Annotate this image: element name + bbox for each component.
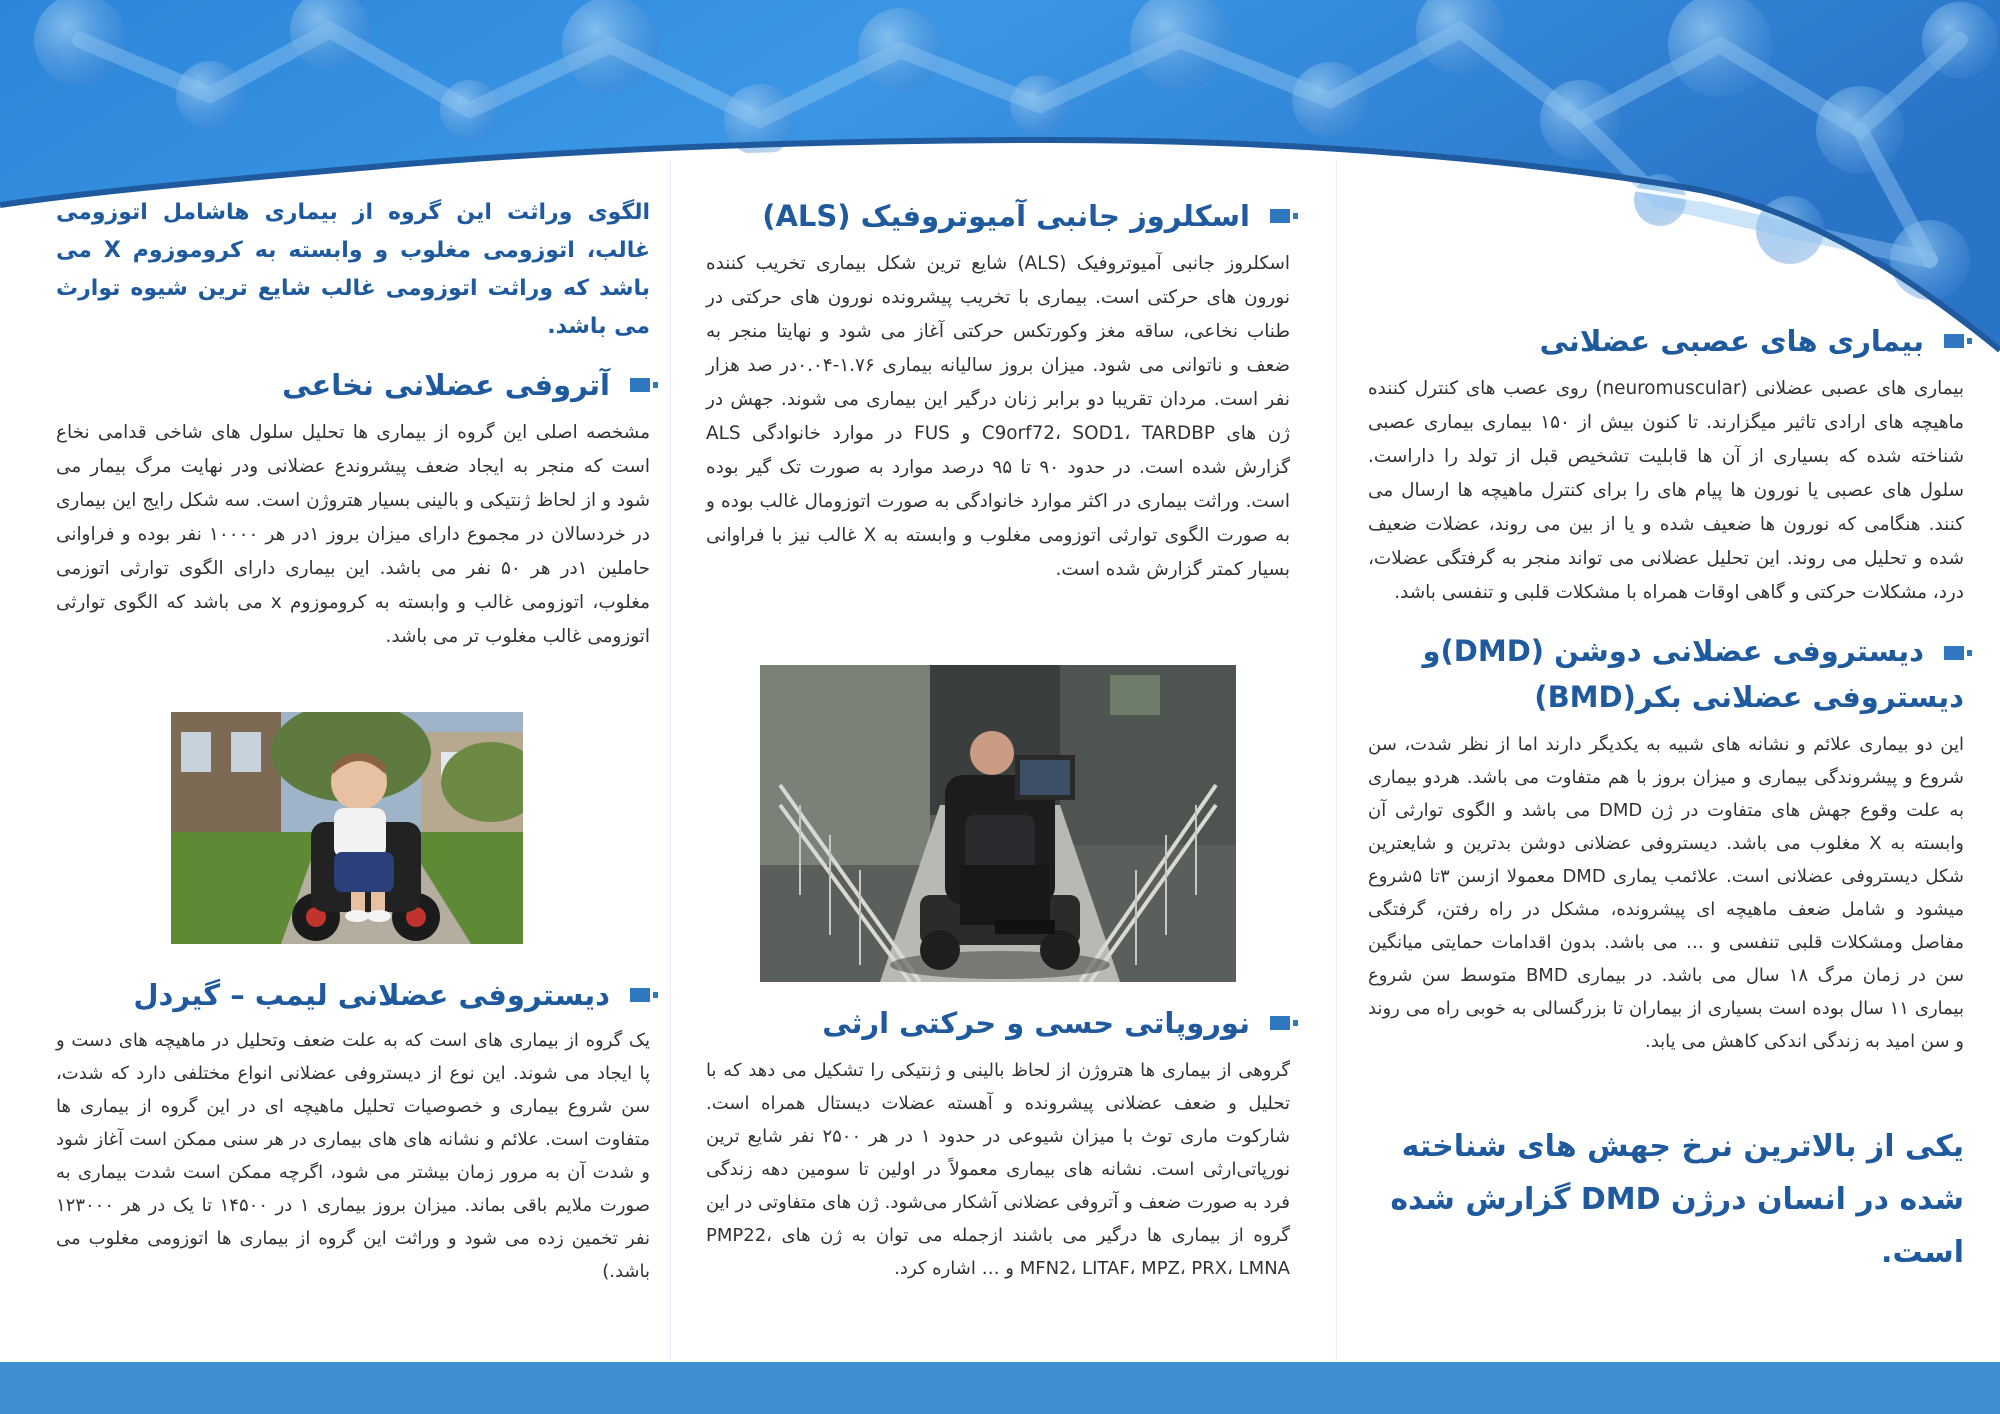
sma-body: مشخصه اصلی این گروه از بیماری ها تحلیل سلول های شاخی قدامی نخاع است که منجر به ایجاد ضعف پیشروندع عضلانی ودر نهایت مرگ بیمار می شود و از لحاظ ژنتیکی و بالینی بسیار هتروژن است. سه شکل رایج این بیماری در خردسالان در مجموع دارای میزان بروز ۱در هر ۱۰۰۰۰ نفر بوده و فراوانی حاملین ۱در هر ۵۰ نفر می باشد. این بیماری دارای الگوی توارثی اتوزمی مغلوب، اتوزومی غالب و وابسته به کروموزوم x می باشد که الگوی توارثی اتوزومی غالب مغلوب تر می باشد. (56, 422, 650, 648)
section-title-dmd: دیستروفی عضلانی دوشن (DMD)و دیستروفی عضلانی بکر(BMD) (1422, 634, 1964, 715)
column-divider (670, 160, 671, 1360)
square-bullet-icon (1944, 646, 1964, 660)
als-body: اسکلروز جانبی آمیوتروفیک (ALS) شایع ترین شکل بیماری تخریب کننده نورون های حرکتی است. بیماری با تخریب پیشرونده نورون های حرکتی در طناب نخاعی، ساقه مغز وکورتکس حرکتی آغاز می شود و نهایتا منجر به ضعف و ناتوانی می شود. میزان بروز سالیانه بیماری ۱.۷۶-۰.۰۴در صد هزار نفر است. مردان تقریبا دو برابر زنان درگیر این بیماری می شوند. جهش در ژن های C9orf72، SOD1، TARDBP و FUS در موارد خانوادگی ALS گزارش شده است. در حدود ۹۰ تا ۹۵ درصد موارد به صورت تک گیر بوده است. وراثت بیماری در اکثر موارد خانوادگی به صورت اتوزومال غالب بوده و به صورت الگوی توارثی اتوزومی مغلوب و وابسته به X غالب نیز با فراوانی بسیار کمتر گزارش شده است. (706, 253, 1290, 581)
neuromuscular-body: بیماری های عصبی عضلانی (neuromuscular) روی عصب های کنترل کننده ماهیچه های ارادی تاثیر میگزارند. تا کنون بیش از ۱۵۰ بیماری بیماری عصبی شناخته شده که بسیاری از آن ها قابلیت تشخیص قبل از تولد را داراست. سلول های عصبی یا نورون ها پیام های را برای کنترل ماهیچه ها ارسال می کنند. هنگامی که نورون ها ضعیف شده و یا از بین می روند، عضلات ضعیف شده و تحلیل می روند. این تحلیل عضلانی می تواند منجر به گرفتگی عضلات، درد، مشکلات حرکتی و گاهی اوقات همراه با مشکلات قلبی و تنفسی باشد. (1368, 378, 1965, 604)
column-divider (1336, 160, 1337, 1360)
middle-column (706, 193, 1290, 587)
left-column-lower (56, 972, 650, 1288)
square-bullet-icon (1270, 209, 1290, 223)
square-bullet-icon (630, 378, 650, 392)
lgmd-body: یک گروه از بیماری های است که به علت ضعف وتحلیل در ماهیچه های دست و پا ایجاد می شوند. این نوع از دیستروفی عضلانی انواع مختلفی دارد که شدت، سن شروع بیماری و خصوصیات تحلیل ماهیچه ای در این گروه از بیماری ها متفاوت است. علائم و نشانه های های بیماری در هر سنی ممکن است آغاز شود و شدت آن به مرور زمان بیشتر می شود، اگرچه ممکن است شدت بیماری به صورت ملایم باقی بماند. میزان بروز بیماری ۱ در ۱۴۵۰۰ تا یک در هر ۱۲۳۰۰۰ نفر تخمین زده می شود و وراثت این گروه از بیماری ها اتوزومی مغلوب می باشد.) (56, 1030, 650, 1283)
section-title-neuropathy: نوروپاتی حسی و حرکتی ارثی (706, 1000, 1290, 1046)
section-title-als: اسکلروز جانبی آمیوتروفیک (ALS) (706, 193, 1290, 239)
middle-column-lower (706, 1000, 1290, 1285)
section-title-lgmd: دیستروفی عضلانی لیمب – گیردل (56, 972, 650, 1018)
dmd-callout: یکی از بالاترین نرخ جهش های شناخته شده در انسان درژن DMD گزارش شده است. (1390, 1129, 1964, 1271)
inheritance-intro: الگوی وراثت این گروه از بیماری هاشامل اتوزومی غالب، اتوزومی مغلوب و وابسته به کروموزوم X می باشد که وراثت اتوزومی غالب شایع ترین شیوه توارث می باشد. (56, 200, 650, 339)
dmd-body: این دو بیماری علائم و نشانه های شبیه به یکدیگر دارند اما از نظر شدت، سن شروع و پیشروندگی بیماری و میزان بروز با هم متفاوت می باشد. هردو بیماری به علت وقوع جهش های متفاوت در ژن DMD می باشد و الگوی توارثی آن وابسته به X مغلوب می باشد. دیستروفی عضلانی دوشن بدترین و شایعترین شکل دیستروفی عضلانی است. علائمب یماری DMD معمولا ازسن ۳تا ۵شروع میشود و شامل ضعف ماهیچه ای پیشرونده، مشکل در راه رفتن، گرفتگی مفاصل ومشکلات قلبی تنفسی و … می باشد. بدون اقدامات حمایتی میانگین سن در زمان مرگ ۱۸ سال می باشد. در بیماری BMD متوسط سن شروع بیماری ۱۱ سال بوده است بسیاری از بیماران تا بزرگسالی به خوبی راه می روند و سن امید به زندگی اندکی کاهش می یابد. (1368, 734, 1965, 1053)
neuropathy-body: گروهی از بیماری ها هتروژن از لحاظ بالینی و ژنتیکی را تشکیل می دهد که با تحلیل و ضعف عضلانی پیشرونده و آهسته عضلات دیستال همراه است. شارکوت ماری توث با میزان شیوعی در حدود ۱ در هر ۲۵۰۰ نفر شایع ترین نورپاتی‌ارثی است. نشانه های بیماری معمولاً در اولین تا سومین دهه زندگی فرد به صورت ضعف و آتروفی عضلانی آشکار می‌شود. ژن های متفاوتی در این گروه از بیماری ها درگیر می باشند ازجمله می توان به ژن های PMP22، MFN2، LITAF، MPZ، PRX، LMNA و … اشاره کرد. (706, 1060, 1291, 1280)
footer-bar (0, 1362, 2000, 1414)
child-wheelchair-photo (171, 712, 523, 944)
section-title-sma: آتروفی عضلانی نخاعی (56, 362, 650, 408)
right-column (1368, 318, 1964, 1279)
left-column (56, 194, 650, 654)
section-title-neuromuscular: بیماری های عصبی عضلانی (1368, 318, 1964, 364)
square-bullet-icon (630, 988, 650, 1002)
square-bullet-icon (1944, 334, 1964, 348)
square-bullet-icon (1270, 1016, 1290, 1030)
als-wheelchair-photo (760, 665, 1236, 982)
